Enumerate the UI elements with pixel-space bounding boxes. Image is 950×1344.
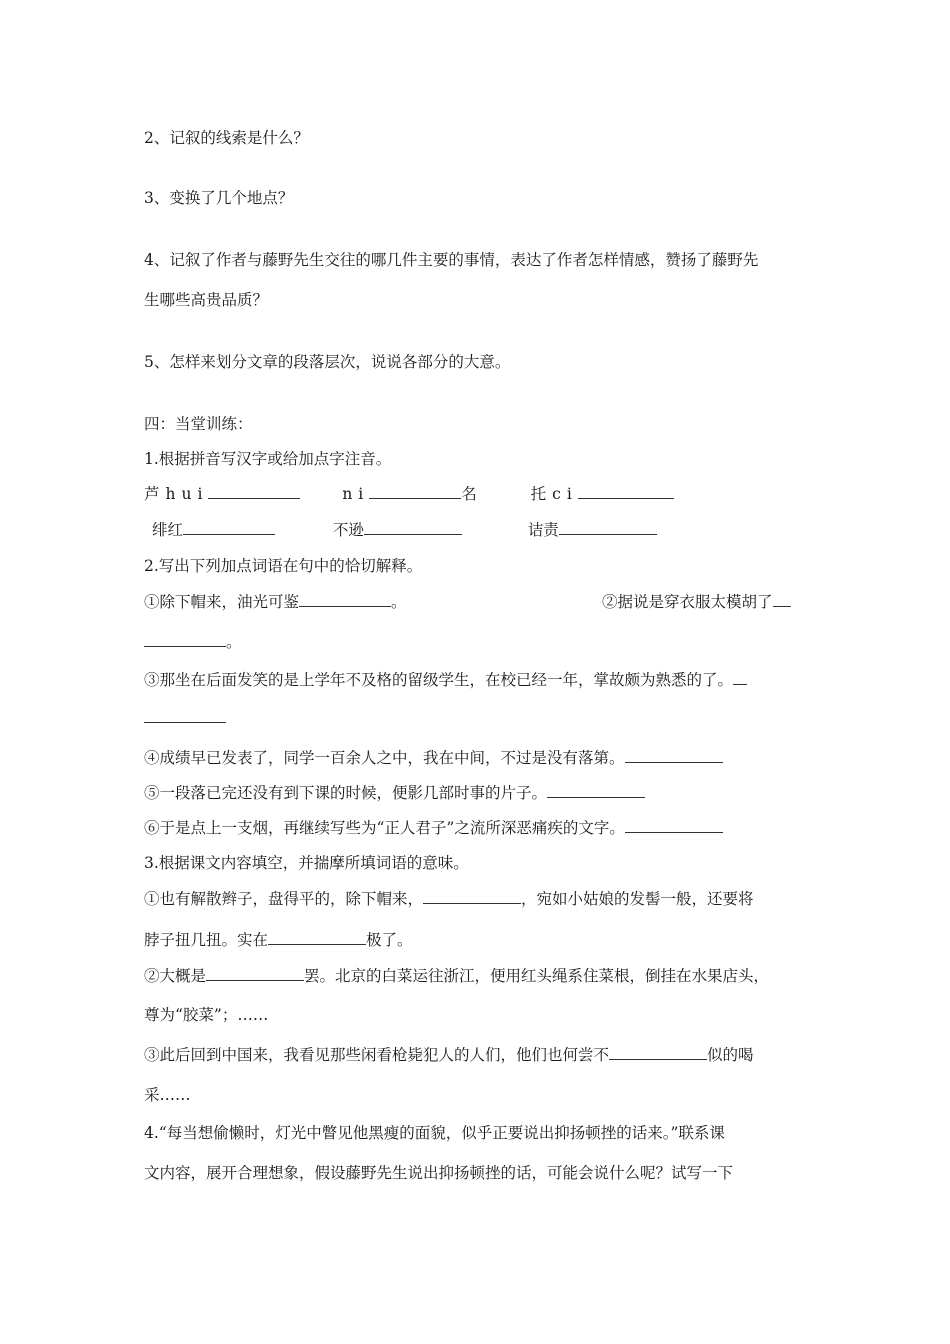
answer-blank[interactable] [144,632,226,647]
answer-blank[interactable] [364,520,462,535]
word-buxun: 不逊 [332,521,364,539]
word-feihong: 绯红 [152,521,184,539]
task-2-item-3 [144,670,747,690]
question-4-line-1: 4、记叙了作者与藤野先生交往的哪几件主要的事情，表达了作者怎样情感，赞扬了藤野先 [144,251,759,269]
task-4-line-2: 文内容，展开合理想象，假设藤野先生说出抑扬顿挫的话，可能会说什么呢？试写一下 [144,1164,734,1182]
answer-blank[interactable] [208,484,300,499]
task-1-row-2 [152,520,657,540]
item-text: ①除下帽来，油光可鉴 [144,593,300,611]
answer-blank[interactable] [268,930,366,945]
pinyin-ci: 托ci [530,485,578,503]
task-1-row-1 [144,484,674,504]
answer-blank[interactable] [423,889,521,904]
item-text: ⑥于是点上一支烟，再继续写些为“正人君子”之流所深恶痛疾的文字。 [144,819,625,837]
pinyin-ni-suffix: 名 [461,485,477,503]
task-3-item-3 [144,1045,754,1065]
task-3-item-2-cont: 尊为“胶菜”；…… [144,1006,269,1024]
item-text: ③此后回到中国来，我看见那些闲看枪毙犯人的人们，他们也何尝不 [144,1046,610,1064]
task-2-item-5 [144,783,645,803]
question-4-line-2: 生哪些高贵品质？ [144,291,269,309]
task-2-item-3-cont [144,708,226,728]
item-text: 脖子扭几扭。实在 [144,931,269,949]
pinyin-ni: ni [342,485,370,503]
task-3-item-2 [144,966,769,986]
answer-blank[interactable] [578,484,674,499]
answer-blank[interactable] [733,670,747,685]
item-text: 极了。 [366,931,413,949]
answer-blank[interactable] [625,818,723,833]
task-2-item-2-cont [144,632,242,652]
answer-blank[interactable] [299,592,391,607]
section-heading: 四：当堂训练： [144,415,253,433]
answer-blank[interactable] [625,748,723,763]
item-end: 。 [226,633,242,651]
answer-blank[interactable] [547,783,645,798]
answer-blank[interactable] [206,966,304,981]
answer-blank[interactable] [183,520,275,535]
task-3-item-3-cont: 采…… [144,1086,191,1104]
answer-blank[interactable] [773,592,791,607]
task-2-item-1 [144,592,407,612]
item-text: 似的喝 [707,1046,754,1064]
answer-blank[interactable] [559,520,657,535]
answer-blank[interactable] [144,708,226,723]
word-jieze: 诘责 [527,521,559,539]
question-2: 2、记叙的线索是什么？ [144,129,309,147]
answer-blank[interactable] [609,1045,707,1060]
task-2-item-2 [602,592,791,612]
item-text: ③那坐在后面发笑的是上学年不及格的留级学生，在校已经一年，掌故颇为熟悉的了。 [144,671,734,689]
task-2-item-6 [144,818,723,838]
task-3-item-1 [144,889,754,909]
item-text: ④成绩早已发表了，同学一百余人之中，我在中间，不过是没有落第。 [144,749,625,767]
task-2-item-4 [144,748,723,768]
item-text: ②大概是 [144,967,207,985]
item-text: ②据说是穿衣服太模胡了 [602,593,773,611]
item-text: ①也有解散辫子，盘得平的，除下帽来， [144,890,424,908]
task-4-line-1: 4.“每当想偷懒时，灯光中瞥见他黑瘦的面貌，似乎正要说出抑扬顿挫的话来。”联系课 [144,1124,725,1142]
pinyin-hui: 芦hui [144,485,209,503]
question-5: 5、怎样来划分文章的段落层次，说说各部分的大意。 [144,353,511,371]
task-1-title: 1.根据拼音写汉字或给加点字注音。 [144,450,392,468]
task-3-item-1-cont [144,930,413,950]
item-text: ，宛如小姑娘的发髻一般，还要将 [521,890,754,908]
task-3-title: 3.根据课文内容填空，并揣摩所填词语的意味。 [144,854,469,872]
item-text: ⑤一段落已完还没有到下课的时候，便影几部时事的片子。 [144,784,548,802]
task-2-title: 2.写出下列加点词语在句中的恰切解释。 [144,557,423,575]
question-3: 3、变换了几个地点？ [144,189,294,207]
item-text: 罢。北京的白菜运往浙江，便用红头绳系住菜根，倒挂在水果店头， [304,967,770,985]
answer-blank[interactable] [369,484,461,499]
item-end: 。 [391,593,407,611]
